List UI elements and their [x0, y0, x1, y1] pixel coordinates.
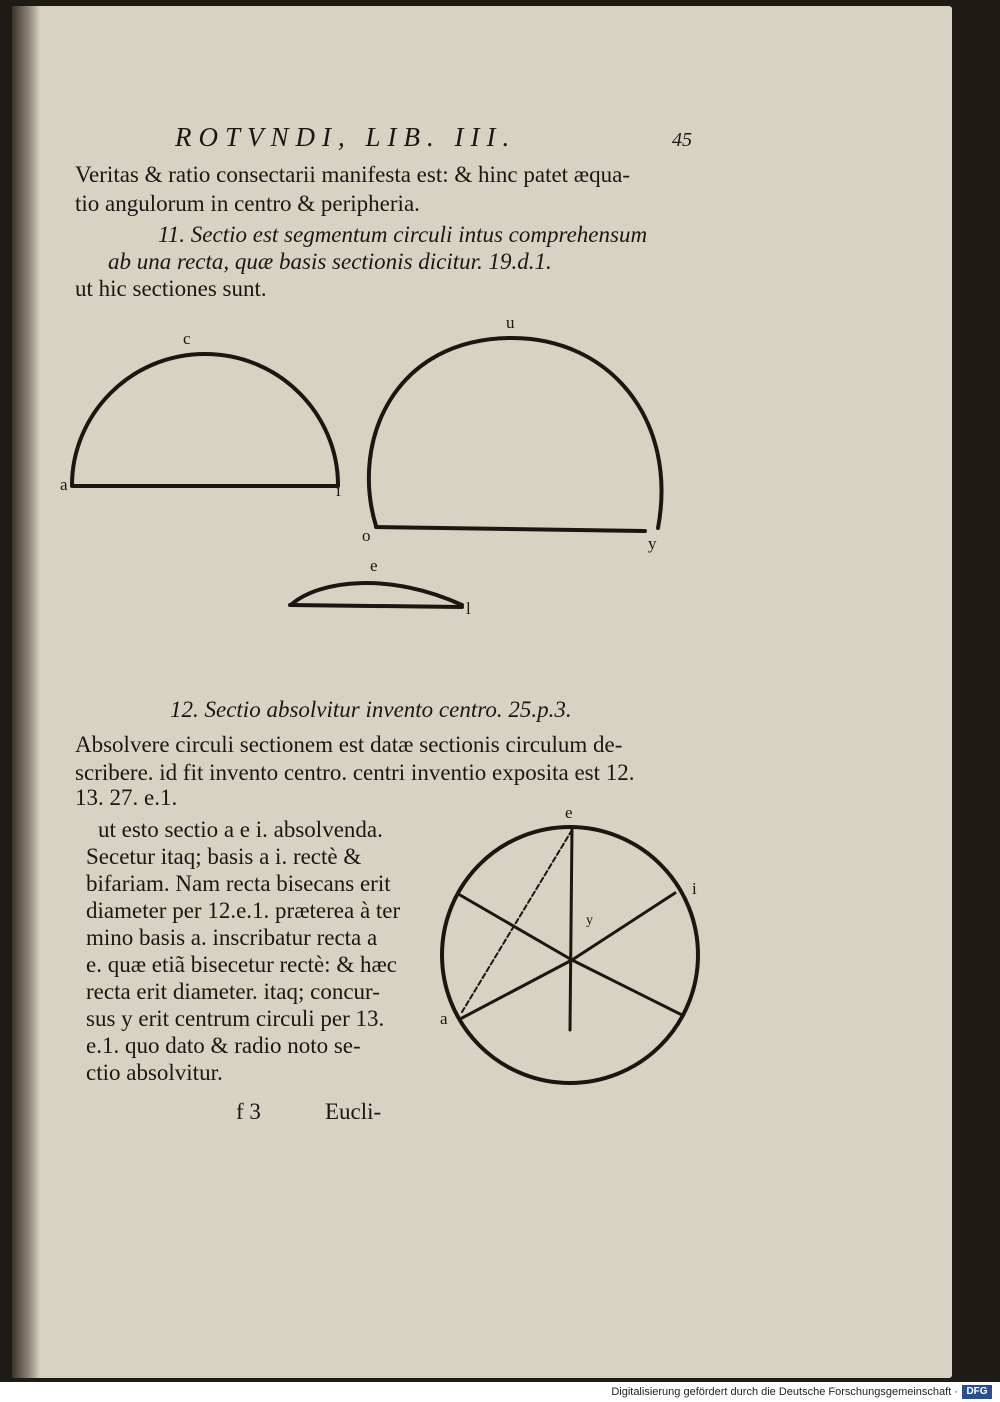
catchword: Eucli-: [325, 1099, 382, 1124]
figure-4-label-top: e: [565, 803, 573, 822]
figure-1-label-left: a: [60, 475, 68, 494]
figure-2-arc: [369, 338, 662, 528]
text-line: sus y erit centrum circuli per 13.: [86, 1006, 385, 1031]
text-line: mino basis a. inscribatur recta a: [86, 925, 378, 950]
text-line: e.1. quo dato & radio noto se-: [86, 1033, 361, 1058]
text-line: e. quæ etiã bisecetur rectè: & hæc: [86, 952, 398, 977]
text-line: diameter per 12.e.1. præterea à ter: [86, 898, 401, 923]
figure-3-label-right: l: [466, 599, 471, 618]
figure-4-chord: [462, 830, 572, 1012]
page-number: 45: [672, 129, 692, 151]
running-head: ROTVNDI, LIB. III.: [175, 122, 517, 152]
proposition-12-heading: 12. Sectio absolvitur invento centro. 25.p.3.: [170, 697, 572, 722]
proposition-11-line: ab una recta, quæ basis sectionis dicitur. 19.d.1.: [108, 249, 552, 274]
figure-4-label-left: a: [440, 1009, 448, 1028]
text-line: Secetur itaq; basis a i. rectè &: [86, 844, 362, 869]
figure-4-diameter: [572, 960, 682, 1015]
text-line: ut esto sectio a e i. absolvenda.: [98, 817, 383, 842]
proposition-11-line: 11. Sectio est segmentum circuli intus comprehensum: [158, 222, 648, 247]
text-line: bifariam. Nam recta bisecans erit: [86, 871, 391, 896]
figure-2-label-top: u: [506, 313, 515, 332]
figure-3-arc: [292, 583, 462, 605]
figure-2-base: [376, 527, 645, 531]
figure-4-diameter: [460, 895, 572, 960]
figure-3-label-top: e: [370, 556, 378, 575]
figure-1-label-right: i: [336, 481, 341, 500]
figure-1-arc: [72, 354, 338, 485]
signature-mark: f 3: [236, 1099, 261, 1124]
figure-4-label-right: i: [692, 879, 697, 898]
text-line: Absolvere circuli sectionem est datæ sectionis circulum de-: [75, 732, 623, 757]
text-line: 13. 27. e.1.: [75, 785, 178, 810]
text-line: scribere. id fit invento centro. centri inventio exposita est 12.: [75, 760, 635, 785]
text-line: recta erit diameter. itaq; concur-: [86, 979, 380, 1004]
figure-3-base: [290, 605, 462, 607]
figure-2-label-right: y: [648, 534, 657, 553]
figure-2-label-left: o: [362, 526, 371, 545]
figure-4-vertical: [570, 828, 572, 1030]
text-line: ctio absolvitur.: [86, 1060, 223, 1085]
figure-1-label-top: c: [183, 329, 191, 348]
dfg-logo: DFG: [962, 1385, 992, 1399]
figure-4-label-center: y: [586, 913, 593, 928]
text-line: Veritas & ratio consectarii manifesta est: & hinc patet æqua-: [75, 162, 631, 187]
text-line: tio angulorum in centro & peripheria.: [75, 191, 420, 216]
funding-note: Digitalisierung gefördert durch die Deutsche Forschungsgemeinschaft ·: [611, 1386, 958, 1398]
figure-4-diameter: [462, 960, 572, 1018]
text-line: ut hic sectiones sunt.: [75, 276, 267, 301]
